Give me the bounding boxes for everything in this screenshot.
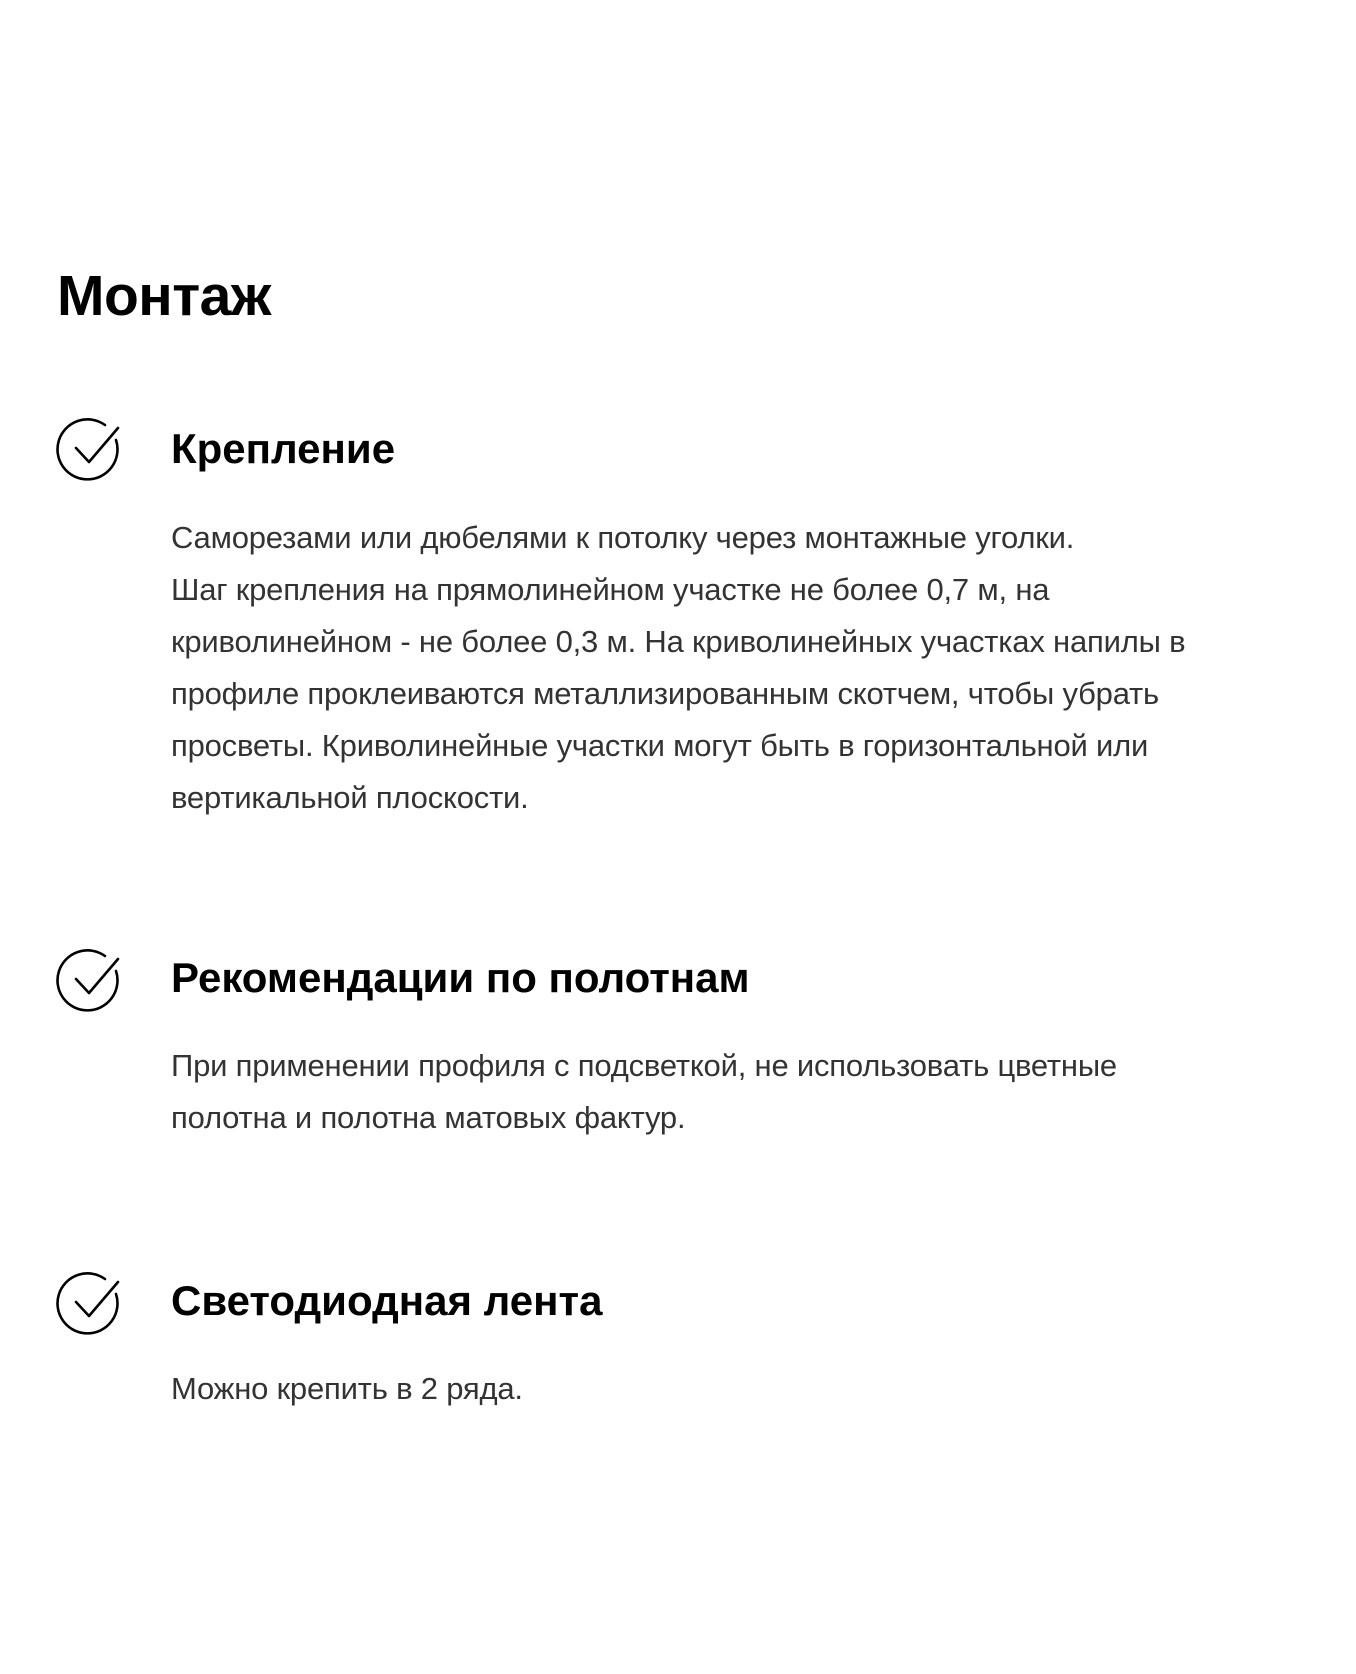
body-line: полотна и полотна матовых фактур. <box>171 1100 686 1135</box>
page-title: Монтаж <box>57 264 271 328</box>
check-circle-icon <box>56 946 126 1016</box>
body-line: При применении профиля с подсветкой, не использовать цветные <box>171 1048 1117 1083</box>
body-line: Саморезами или дюбелями к потолку через монтажные уголки. <box>171 520 1075 555</box>
section-heading: Рекомендации по полотнам <box>171 954 750 1001</box>
section-body <box>171 1040 1311 1144</box>
body-line: вертикальной плоскости. <box>171 780 529 815</box>
check-circle-icon <box>56 415 126 485</box>
body-line: Можно крепить в 2 ряда. <box>171 1371 523 1406</box>
body-line: профиле проклеиваются металлизированным скотчем, чтобы убрать <box>171 676 1160 711</box>
section-heading: Крепление <box>171 425 396 472</box>
body-line: криволинейном - не более 0,3 м. На криволинейных участках напилы в <box>171 624 1186 659</box>
body-line: просветы. Криволинейные участки могут быть в горизонтальной или <box>171 728 1149 763</box>
section-body <box>171 1363 1311 1415</box>
body-line: Шаг крепления на прямолинейном участке не более 0,7 м, на <box>171 572 1050 607</box>
section-heading: Светодиодная лента <box>171 1277 603 1324</box>
check-circle-icon <box>56 1269 126 1339</box>
section-body <box>171 512 1311 824</box>
